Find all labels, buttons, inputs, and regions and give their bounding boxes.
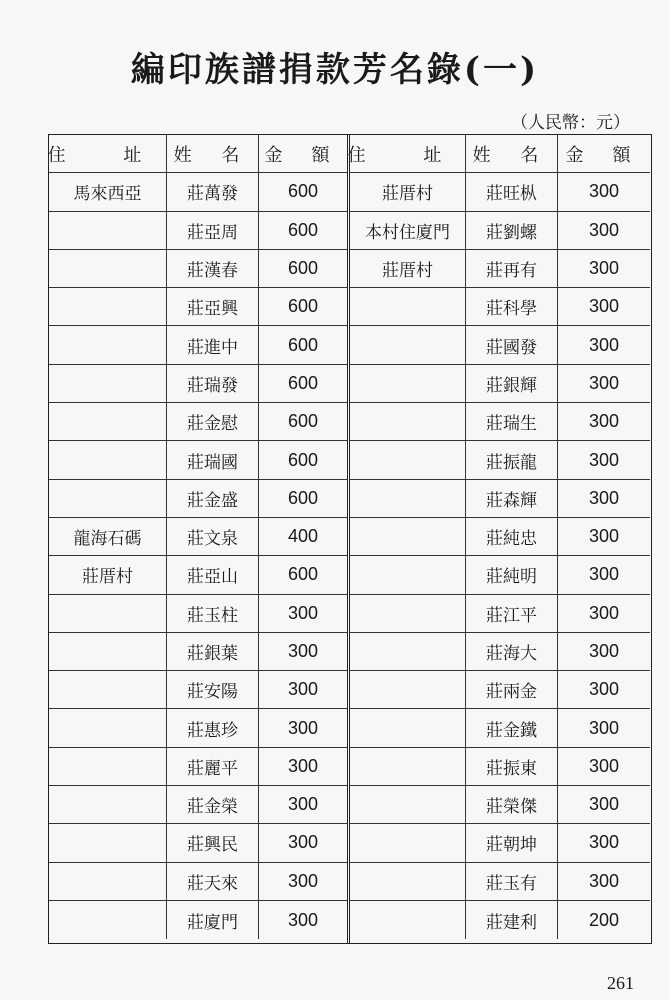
table-row [350,863,650,901]
name-cell: 莊振龍 [466,441,558,478]
amount-cell: 300 [588,181,620,202]
header-amount: 金 額 [565,144,643,165]
address-cell [350,556,466,593]
page-number: 261 [607,973,634,993]
address-cell [350,824,466,861]
address-cell [49,595,167,632]
table-header-row [347,135,650,173]
table-row [49,671,347,709]
table-row [350,212,650,250]
header-name: 姓 名 [466,135,558,172]
amount-cell: 300 [588,602,620,623]
name-cell: 莊麗平 [167,748,259,785]
name-cell: 莊亞山 [167,556,259,593]
address-cell: 莊厝村 [350,173,466,210]
name-cell: 莊玉有 [466,863,558,900]
table-row [49,901,347,939]
amount-cell: 600 [287,296,319,317]
address-cell [49,671,167,708]
table-row [49,518,347,556]
table-row [350,403,650,441]
amount-cell: 300 [588,641,620,661]
address-cell [350,671,466,708]
address-cell: 龍海石碼 [49,518,167,555]
amount-cell: 300 [287,794,319,815]
address-cell [49,633,167,670]
address-cell [350,403,466,440]
amount-cell: 300 [588,755,620,776]
name-cell: 莊漢春 [167,250,259,287]
amount-cell: 300 [588,526,620,547]
name-cell: 莊金榮 [167,786,259,823]
address-cell [49,326,167,363]
table-row [350,709,650,747]
amount-cell: 300 [588,564,620,585]
address-cell [350,518,466,555]
donation-table [48,134,652,944]
table-row [49,365,347,403]
name-cell: 莊科學 [466,288,558,325]
table-row [350,326,650,364]
table-row [49,863,347,901]
donation-table-right [347,135,650,943]
address-cell [49,863,167,900]
amount-cell: 300 [287,679,319,700]
amount-cell: 300 [588,334,620,355]
table-row [49,633,347,671]
table-row [350,824,650,862]
name-cell: 莊江平 [466,595,558,632]
name-cell: 莊朝坤 [466,824,558,861]
name-cell: 莊純明 [466,556,558,593]
amount-cell: 600 [287,219,319,240]
address-cell [350,326,466,363]
name-cell: 莊亞興 [167,288,259,325]
name-cell: 莊國發 [466,326,558,363]
amount-cell: 300 [588,679,620,700]
table-row [350,901,650,939]
amount-cell: 300 [588,296,620,317]
amount-cell: 600 [287,449,319,470]
header-amount: 金 額 [264,144,342,165]
table-row [350,786,650,824]
address-cell [350,748,466,785]
address-cell [49,365,167,402]
address-cell [49,212,167,249]
name-cell: 莊海大 [466,633,558,670]
address-cell: 莊厝村 [350,250,466,287]
amount-cell: 300 [287,755,319,776]
amount-cell: 300 [588,487,620,508]
address-cell [350,365,466,402]
name-cell: 莊劉螺 [466,212,558,249]
name-cell: 莊廈門 [167,901,259,939]
table-row [49,441,347,479]
table-row [350,518,650,556]
address-cell [49,824,167,861]
header-address: 住 址 [350,135,466,172]
table-row [350,748,650,786]
amount-cell: 300 [588,258,620,279]
amount-cell: 300 [287,870,319,891]
table-row [350,250,650,288]
table-row [350,671,650,709]
name-cell: 莊惠珍 [167,709,259,746]
table-row [49,824,347,862]
address-cell [49,403,167,440]
address-cell [49,748,167,785]
amount-cell: 600 [287,411,319,432]
name-cell: 莊進中 [167,326,259,363]
amount-cell: 600 [287,181,319,202]
table-row [350,173,650,211]
address-cell [49,709,167,746]
address-cell [49,288,167,325]
address-cell [49,480,167,517]
donation-table-left [49,135,350,943]
address-cell [49,901,167,939]
amount-cell: 300 [287,832,319,853]
amount-cell: 600 [287,372,319,393]
table-row [49,786,347,824]
header-address: 住 址 [49,135,167,172]
header-name: 姓 名 [167,135,259,172]
table-row [350,633,650,671]
name-cell: 莊建利 [466,901,558,939]
amount-cell: 300 [588,411,620,432]
amount-cell: 300 [588,717,620,738]
table-header-row [49,135,347,173]
table-row [49,250,347,288]
table-row [350,441,650,479]
name-cell: 莊玉柱 [167,595,259,632]
name-cell: 莊天來 [167,863,259,900]
currency-unit-note: （人民幣：元） [511,113,630,133]
address-cell [350,288,466,325]
name-cell: 莊旺枞 [466,173,558,210]
name-cell: 莊再有 [466,250,558,287]
amount-cell: 400 [287,526,319,547]
address-cell: 本村住廈門 [350,212,466,249]
table-row [350,365,650,403]
amount-cell: 300 [287,717,319,738]
table-row [49,709,347,747]
table-row [49,173,347,211]
address-cell: 莊厝村 [49,556,167,593]
address-cell [350,441,466,478]
address-cell [350,709,466,746]
address-cell [49,786,167,823]
table-row [49,595,347,633]
name-cell: 莊金盛 [167,480,259,517]
amount-cell: 300 [287,909,319,930]
name-cell: 莊榮傑 [466,786,558,823]
table-row [49,480,347,518]
name-cell: 莊萬發 [167,173,259,210]
address-cell [49,441,167,478]
address-cell: 馬來西亞 [49,173,167,210]
table-row [49,556,347,594]
name-cell: 莊興民 [167,824,259,861]
name-cell: 莊安陽 [167,671,259,708]
amount-cell: 200 [588,909,620,930]
address-cell [49,250,167,287]
address-cell [350,480,466,517]
address-cell [350,633,466,670]
amount-cell: 300 [287,602,319,623]
table-row [350,595,650,633]
name-cell: 莊銀輝 [466,365,558,402]
table-row [49,288,347,326]
name-cell: 莊銀葉 [167,633,259,670]
amount-cell: 600 [287,564,319,585]
address-cell [350,595,466,632]
amount-cell: 300 [588,372,620,393]
amount-cell: 300 [588,449,620,470]
address-cell [350,901,466,939]
amount-cell: 300 [588,870,620,891]
address-cell [350,786,466,823]
name-cell: 莊瑞發 [167,365,259,402]
address-cell [350,863,466,900]
table-row [49,403,347,441]
amount-cell: 300 [588,794,620,815]
name-cell: 莊亞周 [167,212,259,249]
name-cell: 莊金鐵 [466,709,558,746]
name-cell: 莊森輝 [466,480,558,517]
name-cell: 莊金慰 [167,403,259,440]
table-row [49,326,347,364]
amount-cell: 300 [588,832,620,853]
table-row [350,556,650,594]
page-title: 編印族譜捐款芳名錄(一) [130,50,540,90]
amount-cell: 300 [588,219,620,240]
name-cell: 莊瑞國 [167,441,259,478]
table-row [49,212,347,250]
amount-cell: 600 [287,334,319,355]
amount-cell: 600 [287,487,319,508]
amount-cell: 600 [287,258,319,279]
name-cell: 莊瑞生 [466,403,558,440]
table-row [350,480,650,518]
name-cell: 莊文泉 [167,518,259,555]
table-row [350,288,650,326]
name-cell: 莊純忠 [466,518,558,555]
table-row [49,748,347,786]
name-cell: 莊振東 [466,748,558,785]
amount-cell: 300 [287,641,319,661]
name-cell: 莊兩金 [466,671,558,708]
